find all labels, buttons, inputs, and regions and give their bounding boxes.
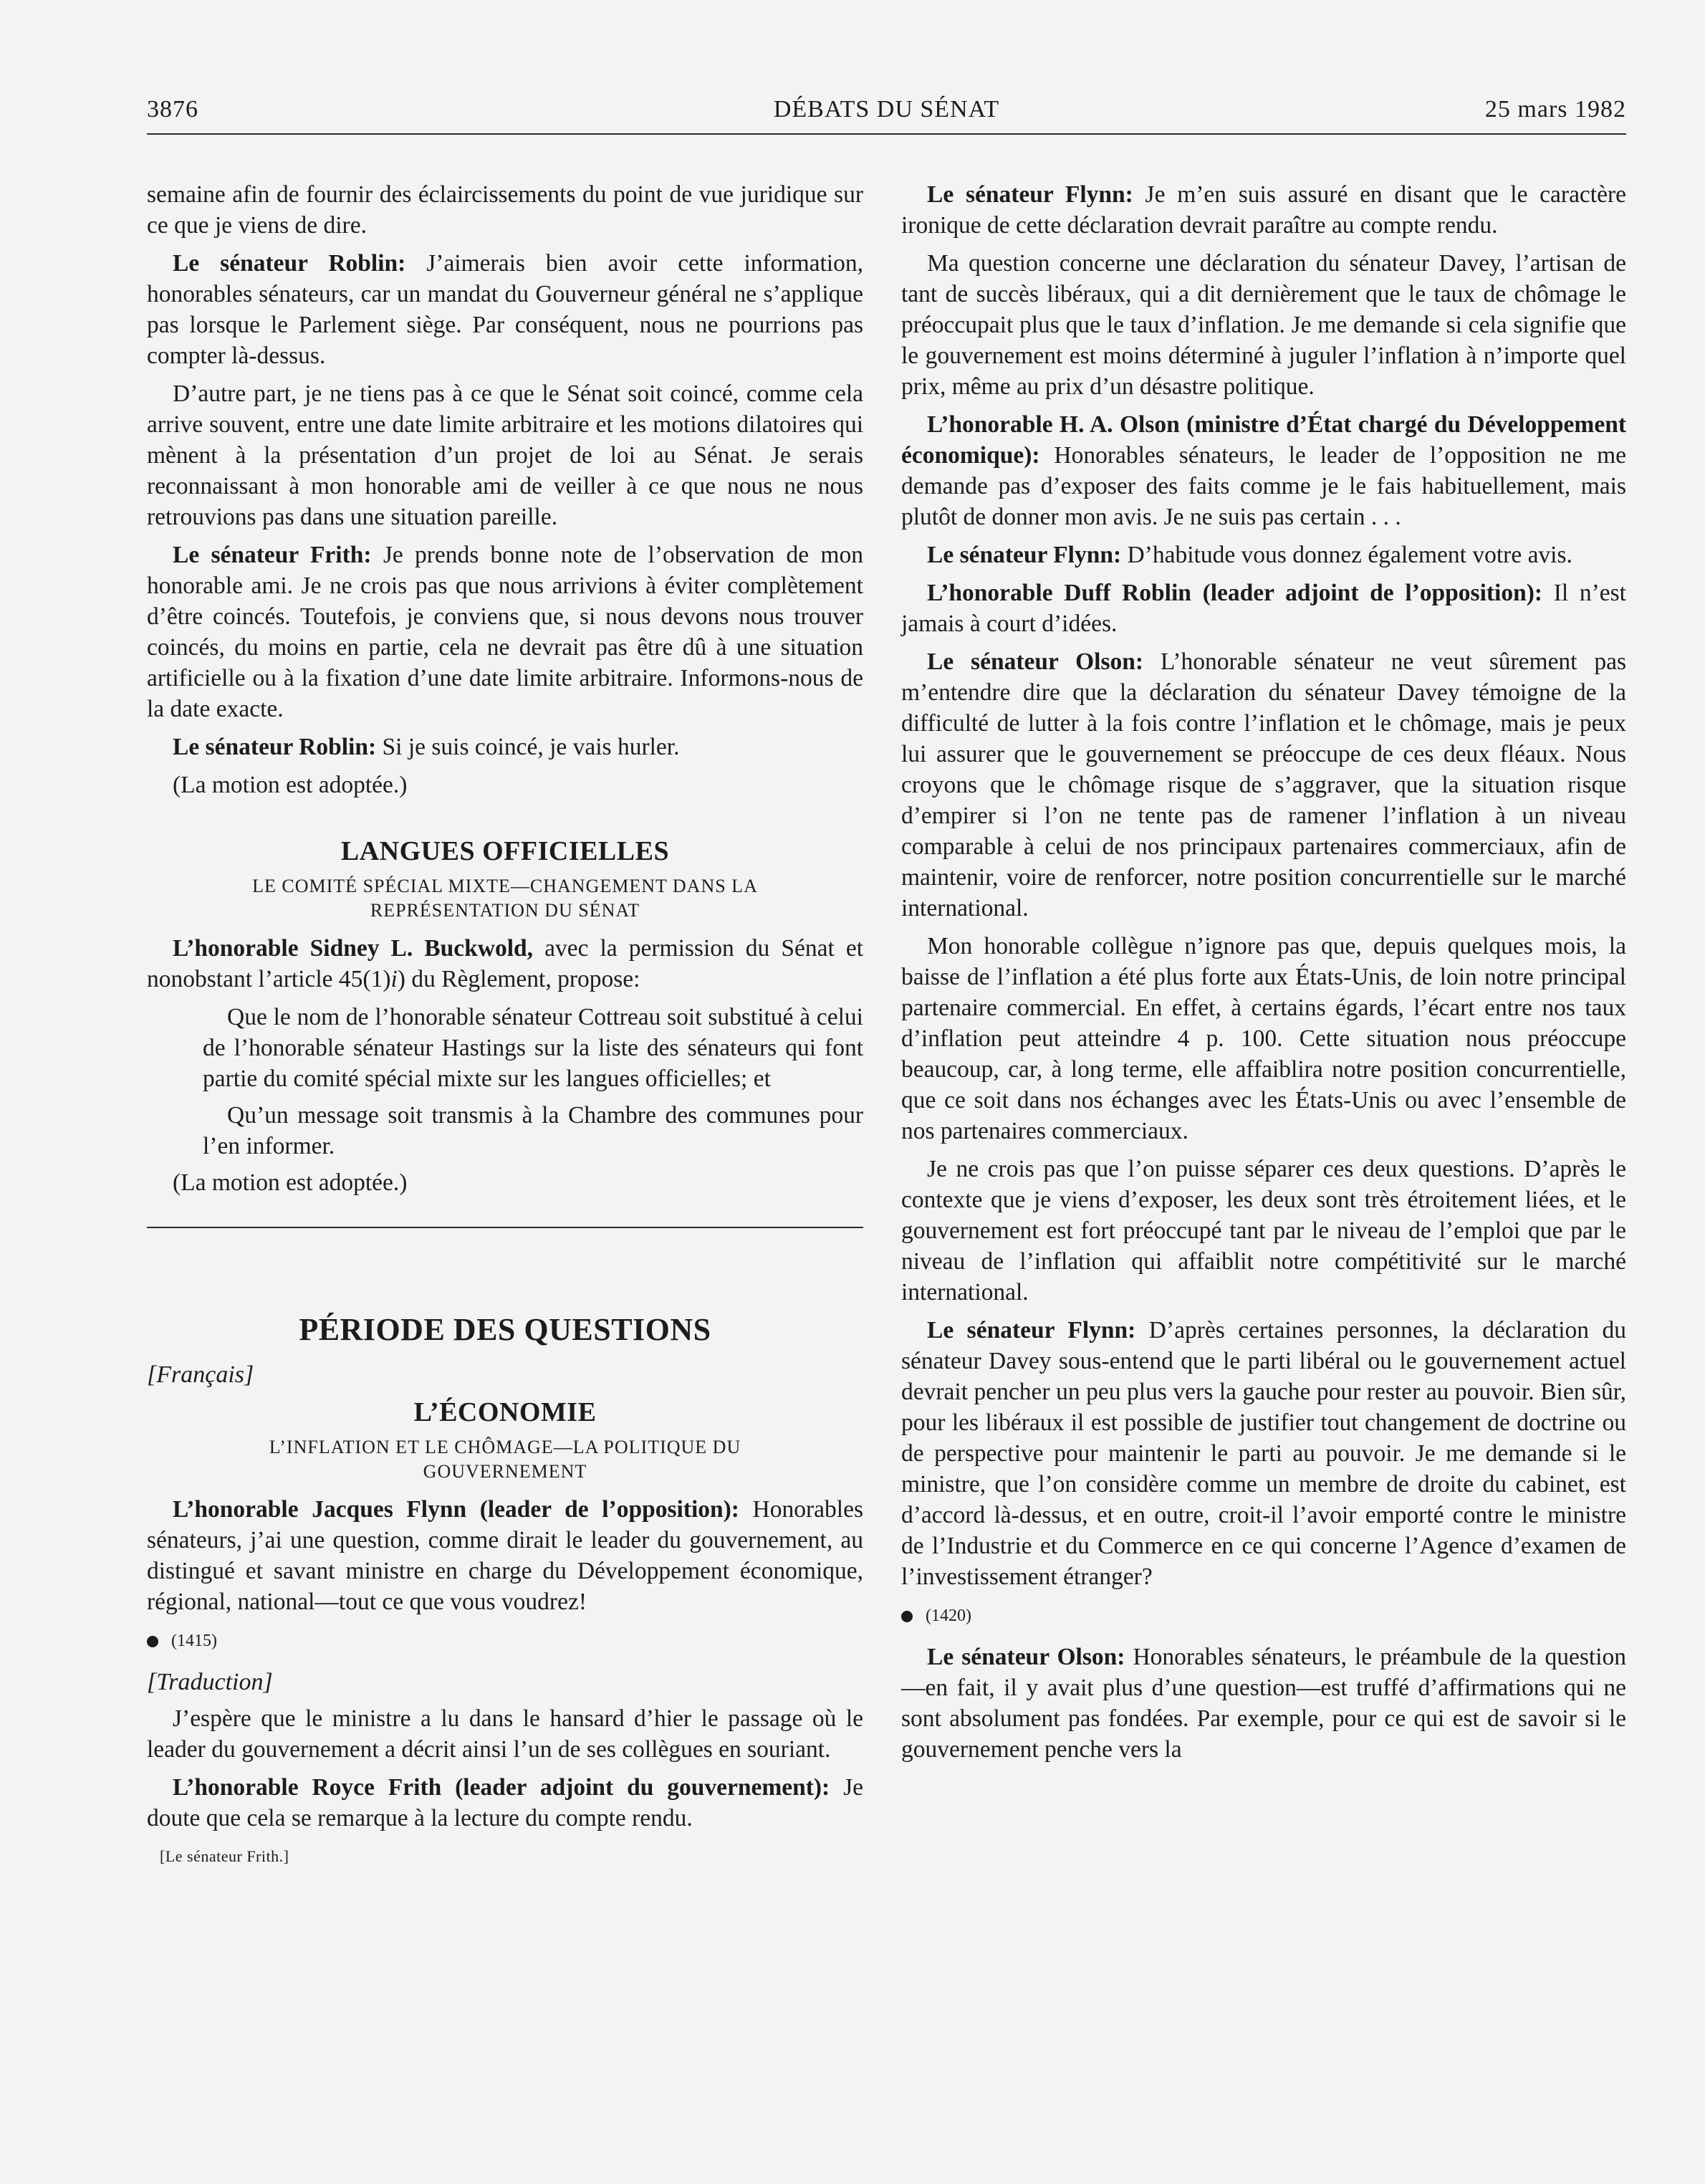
paragraph: [901, 646, 1626, 924]
speech-text: Honorables sénateurs, le leader de l’opposition ne me demande pas d’exposer des faits comme je le fais habituellement, mais plutôt de donner mon avis. Je ne suis pas certain . . .: [901, 442, 1626, 530]
paragraph: [901, 1642, 1626, 1765]
speech-text-italic: i: [390, 966, 398, 992]
paragraph: [147, 933, 863, 995]
subheading-inflation: L’INFLATION ET LE CHÔMAGE—LA POLITIQUE DU GOUVERNEMENT: [269, 1437, 741, 1482]
speech-text: J’aimerais bien avoir cette information, honorables sénateurs, car un mandat du Gouverneur général ne s’applique pas lorsque le Parlement siège. Par conséquent, nous ne pourrions pas compter là-dessus.: [147, 250, 863, 369]
paragraph: [147, 1772, 863, 1834]
motion-text: Que le nom de l’honorable sénateur Cottreau soit substitué à celui de l’honorable sénateur Hastings sur la liste des sénateurs qui font partie du comité spécial mixte sur les langues officielles; et: [203, 1004, 863, 1092]
bullet-icon: [147, 1636, 158, 1647]
subheading-comite: LE COMITÉ SPÉCIAL MIXTE—CHANGEMENT DANS LA REPRÉSENTATION DU SÉNAT: [252, 876, 758, 921]
speech-text: Je doute que cela se remarque à la lecture du compte rendu.: [147, 1774, 864, 1831]
publication-title: DÉBATS DU SÉNAT: [773, 96, 1000, 123]
time-marker: [901, 1601, 1626, 1632]
speech-text: Honorables sénateurs, j’ai une question, comme dirait le leader du gouvernement, au distingué et savant ministre en charge du Développement économique, régional, national—tout ce que vous voudrez!: [147, 1496, 863, 1615]
footnote: [Le sénateur Frith.]: [160, 1847, 289, 1865]
language-note: [Traduction]: [147, 1669, 273, 1695]
paragraph: semaine afin de fournir des éclaircissements du point de vue juridique sur ce que je viens de dire.: [147, 181, 863, 239]
bullet-icon: [901, 1611, 913, 1622]
paragraph: [147, 248, 863, 371]
paragraph: [147, 732, 863, 762]
speech-text: Si je suis coincé, je vais hurler.: [376, 734, 680, 760]
left-column: [147, 179, 863, 1872]
speech-text: D’après certaines personnes, la déclaration du sénateur Davey sous-entend que le parti libéral ou le gouvernement actuel devrait pencher un peu plus vers la gauche pour rester au pouvoir. Bien sûr, pour les libéraux il est possible de justifier tout changement de doctrine ou de perspective pour maintenir le parti au pouvoir. Je me demande si le ministre, que l’on considère comme un membre de droite du cabinet, est d’accord là-dessus, et en outre, croit-il l’avoir emporté contre le ministre de l’Industrie et du Commerce en ce qui concerne l’Agence d’examen de l’investissement étranger?: [901, 1317, 1626, 1590]
speaker-name: L’honorable Sidney L. Buckwold,: [173, 935, 534, 962]
speech-text: Honorables sénateurs, le préambule de la question—en fait, il y avait plus d’une question—est truffé d’affirmations qui ne sont absolument pas fondées. Par exemple, pour ce qui est de savoir si le gouvernement penche vers la: [901, 1644, 1626, 1763]
page-number: 3876: [147, 96, 198, 123]
speaker-name: Le sénateur Roblin:: [173, 250, 406, 277]
paragraph: [147, 1494, 863, 1617]
speech-text: Je prends bonne note de l’observation de mon honorable ami. Je ne crois pas que nous arrivions à éviter complètement d’être coincés. Toutefois, je conviens que, si nous devons nous trouver coincés, du moins en partie, cela ne devrait pas être dû à une situation artificielle ou à la fixation d’une date limite arbitraire. Informons-nous de la date exacte.: [147, 542, 863, 722]
paragraph: Mon honorable collègue n’ignore pas que, depuis quelques mois, la baisse de l’inflation a été plus forte aux États-Unis, de loin notre principal partenaire commercial. En effet, à certains égards, l’écart entre nos taux d’inflation peut atteindre 4 p. 100. Cette situation nous préoccupe beaucoup, car, à long terme, elle affaiblira notre position concurrentielle, que ce soit dans nos échanges avec les États-Unis ou avec l’ensemble de nos partenaires commerciaux.: [901, 933, 1626, 1144]
motion-text: Qu’un message soit transmis à la Chambre des communes pour l’en informer.: [203, 1102, 863, 1159]
publication-date: 25 mars 1982: [1484, 96, 1626, 123]
speech-text: L’honorable sénateur ne veut sûrement pas m’entendre dire que la déclaration du sénateur Davey témoigne de la difficulté de lutter à la fois contre l’inflation et le chômage, mais je peux lui assurer que le gouvernement se préoccupe de ces deux fléaux. Nous croyons que le chômage risque de s’aggraver, que la situation risque d’empirer si l’on ne tente pas de ramener l’inflation à un niveau comparable à celui de nos principaux partenaires commerciaux, afin de maintenir, voire de renforcer, notre position concurrentielle sur le marché international.: [901, 648, 1626, 921]
language-note: [Français]: [147, 1361, 254, 1388]
section-heading-langues: LANGUES OFFICIELLES: [340, 836, 670, 866]
paragraph: [901, 179, 1626, 241]
speaker-name: Le sénateur Flynn:: [927, 1317, 1136, 1344]
speech-text: Il n’est jamais à court d’idées.: [901, 580, 1626, 637]
speaker-name: Le sénateur Roblin:: [173, 734, 377, 760]
speaker-name: L’honorable Jacques Flynn (leader de l’opposition):: [173, 1496, 739, 1523]
paragraph: J’espère que le ministre a lu dans le hansard d’hier le passage où le leader du gouvernement a décrit ainsi l’un de ses collègues en souriant.: [147, 1705, 863, 1763]
speaker-name: Le sénateur Flynn:: [927, 181, 1133, 208]
paragraph: Ma question concerne une déclaration du sénateur Davey, l’artisan de tant de succès libéraux, qui a dit dernièrement que le taux de chômage le préoccupait plus que le taux d’inflation. Je me demande si cela signifie que le gouvernement est moins déterminé à juguler l’inflation à n’importe quel prix, même au prix d’un désastre politique.: [901, 250, 1626, 400]
section-heading-periode: PÉRIODE DES QUESTIONS: [299, 1312, 711, 1347]
speech-text: ) du Règlement, propose:: [397, 966, 640, 992]
speaker-name: Le sénateur Flynn:: [927, 542, 1122, 568]
paragraph: [901, 540, 1626, 570]
paragraph: (La motion est adoptée.): [173, 1169, 408, 1196]
speaker-name: Le sénateur Olson:: [927, 648, 1144, 675]
paragraph: (La motion est adoptée.): [173, 772, 408, 798]
paragraph: [147, 540, 863, 724]
time-marker-text: (1420): [926, 1606, 971, 1625]
time-marker: [147, 1626, 863, 1657]
speaker-name: L’honorable Royce Frith (leader adjoint du gouvernement):: [173, 1774, 830, 1801]
paragraph: D’autre part, je ne tiens pas à ce que le Sénat soit coincé, comme cela arrive souvent, entre une date limite arbitraire et les motions dilatoires qui mènent à la présentation d’un projet de loi au Sénat. Je serais reconnaissant à mon honorable ami de veiller à ce que nous ne nous retrouvions pas dans une situation pareille.: [147, 380, 863, 530]
speech-text: Je m’en suis assuré en disant que le caractère ironique de cette déclaration devrait paraître au compte rendu.: [901, 181, 1627, 239]
time-marker-text: (1415): [171, 1632, 217, 1650]
page-header: [147, 96, 1626, 135]
speech-text: avec la permission du Sénat et nonobstant l’article 45(1): [147, 935, 864, 992]
section-divider: [147, 1227, 863, 1228]
paragraph: [901, 409, 1626, 532]
speaker-name: L’honorable Duff Roblin (leader adjoint de l’opposition):: [927, 580, 1543, 606]
speaker-name: Le sénateur Olson:: [927, 1644, 1125, 1670]
paragraph: Je ne crois pas que l’on puisse séparer ces deux questions. D’après le contexte que je viens d’exposer, les deux sont très étroitement liées, et le gouvernement est fort préoccupé tant par le niveau de l’emploi que par le niveau de l’inflation qui affaiblit notre compétitivité sur le marché international.: [901, 1156, 1626, 1306]
speech-text: D’habitude vous donnez également votre avis.: [1121, 542, 1572, 568]
paragraph: [901, 1315, 1626, 1592]
speaker-name: L’honorable H. A. Olson (ministre d’État chargé du Développement économique):: [901, 411, 1626, 469]
section-heading-economie: L’ÉCONOMIE: [413, 1397, 597, 1427]
paragraph: [901, 578, 1626, 639]
speaker-name: Le sénateur Frith:: [173, 542, 372, 568]
right-column: [901, 179, 1626, 1772]
